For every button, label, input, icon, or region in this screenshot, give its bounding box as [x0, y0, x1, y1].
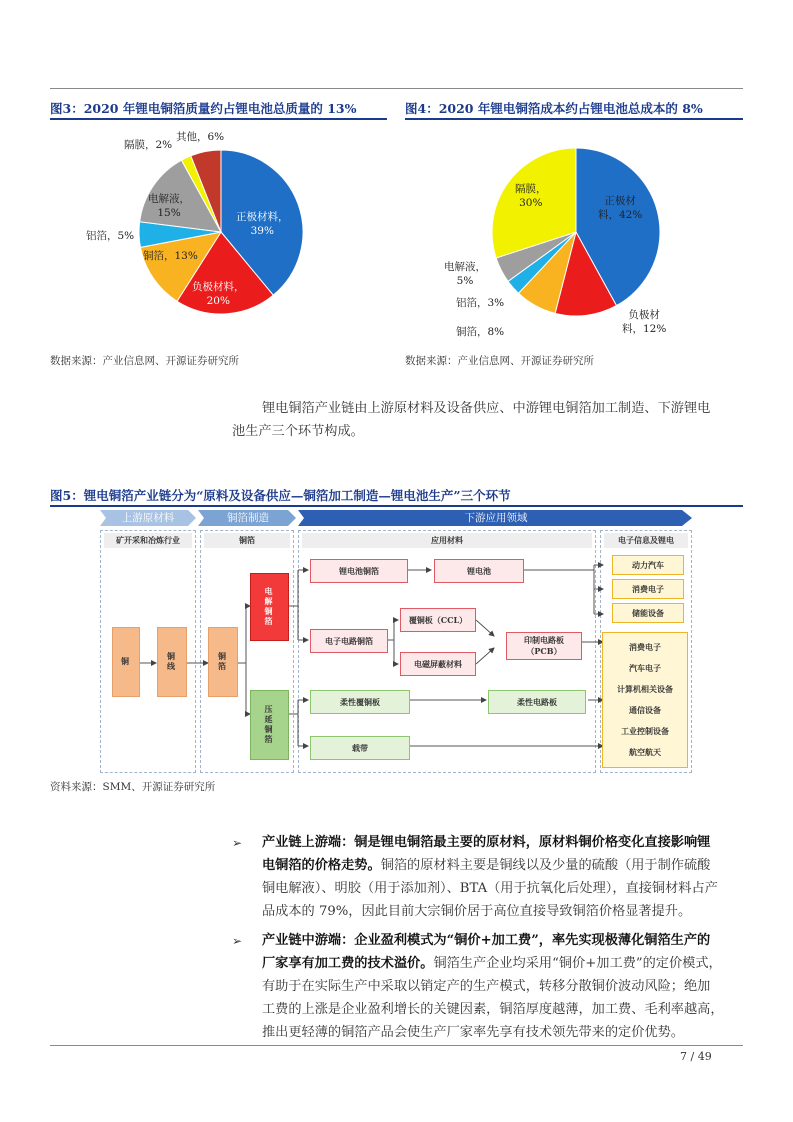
- fig3-source: 数据来源：产业信息网、开源证券研究所: [50, 355, 239, 367]
- column-header-applications: 电子信息及锂电: [604, 533, 688, 548]
- fig4-label-copper-foil: 铜箔，8%: [456, 326, 505, 338]
- node-pcb-label: 印制电路板: [524, 635, 564, 645]
- page-number: 7 / 49: [680, 1050, 712, 1063]
- header-rule: [50, 88, 743, 89]
- fig5-title-underline: [50, 505, 743, 507]
- bullet-2-arrow-icon: ➢: [232, 934, 243, 948]
- column-header-foil: 铜箔: [204, 533, 290, 548]
- fig3-label-aluminum-foil: 铝箔，5%: [86, 230, 135, 242]
- app-electronics-group: [602, 632, 688, 768]
- fig3-label-electrolyte: 电解液， 15%: [148, 193, 190, 219]
- fig3-label-separator: 隔膜，2%: [124, 139, 173, 151]
- stage-downstream: 下游应用领域: [464, 512, 528, 524]
- app-power-vehicle: 动力汽车: [612, 555, 684, 575]
- bullet-1-line-4: 品成本的 79%，因此目前大宗铜价居于高位直接导致铜箔价格显著提升。: [262, 904, 692, 919]
- fig5-source: 资料来源：SMM、开源证券研究所: [50, 781, 216, 793]
- paragraph-line-1: 锂电铜箔产业链由上游原材料及设备供应、中游锂电铜箔加工制造、下游锂电: [262, 401, 711, 416]
- app-electronics-item: 通信设备: [629, 705, 661, 715]
- node-pcb: [506, 632, 582, 660]
- bullet-2-line-5: 推出更轻薄的铜箔产品会使生产厂家率先享有技术领先带来的定价优势。: [262, 1025, 684, 1040]
- node-ccl: 覆铜板（CCL）: [400, 608, 476, 632]
- app-electronics-list: [603, 633, 687, 767]
- app-electronics-item: 汽车电子: [629, 663, 661, 673]
- column-header-materials: 应用材料: [302, 533, 592, 548]
- bullet-2-line-4: 工费的上涨是企业盈利增长的关键因素，铜箔厚度越薄，加工费、毛利率越高，: [262, 1002, 724, 1017]
- fig4-label-separator: 隔膜， 30%: [515, 183, 547, 209]
- fig4-label-cathode: 正极材 料，42%: [598, 195, 643, 221]
- node-rolled-foil: 压延铜箔: [250, 690, 289, 760]
- node-copper-wire: 铜线: [157, 627, 187, 697]
- fig3-label-copper-foil: 铜箔，13%: [143, 250, 198, 262]
- fig3-label-cathode: 正极材料， 39%: [236, 211, 289, 237]
- column-header-mining: 矿开采和冶炼行业: [104, 533, 192, 548]
- node-fccl: 柔性覆铜板: [310, 690, 410, 714]
- node-li-battery-foil: 锂电池铜箔: [310, 559, 408, 583]
- fig3-label-anode: 负极材料， 20%: [192, 281, 245, 307]
- bullet-2-line-1: 产业链中游端：企业盈利模式为“铜价+加工费”，率先实现极薄化铜箔生产的: [262, 933, 711, 948]
- bullet-2-line-3: 有助于在实际生产中采取以销定产的生产模式，转移分散铜价波动风险；绝加: [262, 979, 711, 994]
- app-consumer-electronics: 消费电子: [612, 579, 684, 599]
- fig3-title-underline: [50, 118, 387, 120]
- paragraph-line-2: 池生产三个环节构成。: [232, 424, 364, 439]
- node-pcb-abbr: （PCB）: [526, 646, 562, 656]
- bullet-1-line-1: 产业链上游端：铜是锂电铜箔最主要的原材料，原材料铜价格变化直接影响锂: [262, 835, 711, 850]
- node-carrier-tape: 载带: [310, 736, 410, 760]
- fig4-source: 数据来源：产业信息网、开源证券研究所: [405, 355, 594, 367]
- bullet-2-line-2: 厂家享有加工费的技术溢价。铜箔生产企业均采用“铜价+加工费”的定价模式，: [262, 956, 722, 971]
- fig3-title: 图3：2020 年锂电铜箔质量约占锂电池总质量的 13%: [50, 101, 357, 116]
- bullet-1-arrow-icon: ➢: [232, 836, 243, 850]
- fig3-label-other: 其他，6%: [176, 131, 225, 143]
- bullet-1-line-2: 电铜箔的价格走势。铜箔的原材料主要是铜线以及少量的硫酸（用于制作硫酸: [262, 858, 711, 873]
- stage-foil-manufacturing: 铜箔制造: [227, 512, 269, 524]
- app-electronics-item: 消费电子: [629, 642, 661, 652]
- node-pcb-foil: 电子电路铜箔: [310, 629, 388, 653]
- fig4-label-anode: 负极材 料，12%: [622, 309, 667, 335]
- footer-rule: [50, 1045, 743, 1046]
- node-li-battery: 锂电池: [434, 559, 524, 583]
- node-copper-foil: 铜箔: [208, 627, 238, 697]
- app-energy-storage: 储能设备: [612, 603, 684, 623]
- node-emi-shielding: 电磁屏蔽材料: [400, 652, 476, 676]
- app-electronics-item: 计算机相关设备: [617, 684, 673, 694]
- node-fpc: 柔性电路板: [488, 690, 586, 714]
- fig4-label-aluminum-foil: 铝箔，3%: [456, 297, 505, 309]
- bullet-1-line-3: 铜电解液）、明胶（用于添加剂）、BTA（用于抗氧化后处理），直接铜材料占产: [262, 881, 718, 896]
- fig5-title: 图5：锂电铜箔产业链分为“原料及设备供应—铜箔加工制造—锂电池生产”三个环节: [50, 488, 511, 503]
- app-electronics-item: 工业控制设备: [621, 726, 669, 736]
- fig4-title: 图4：2020 年锂电铜箔成本约占锂电池总成本的 8%: [405, 101, 703, 116]
- fig4-label-electrolyte: 电解液， 5%: [444, 261, 486, 287]
- fig4-title-underline: [405, 118, 743, 120]
- stage-upstream: 上游原材料: [121, 512, 175, 524]
- app-electronics-item: 航空航天: [629, 747, 661, 757]
- node-copper: 铜: [112, 627, 140, 697]
- node-electrolytic-foil: 电解铜箔: [250, 573, 289, 641]
